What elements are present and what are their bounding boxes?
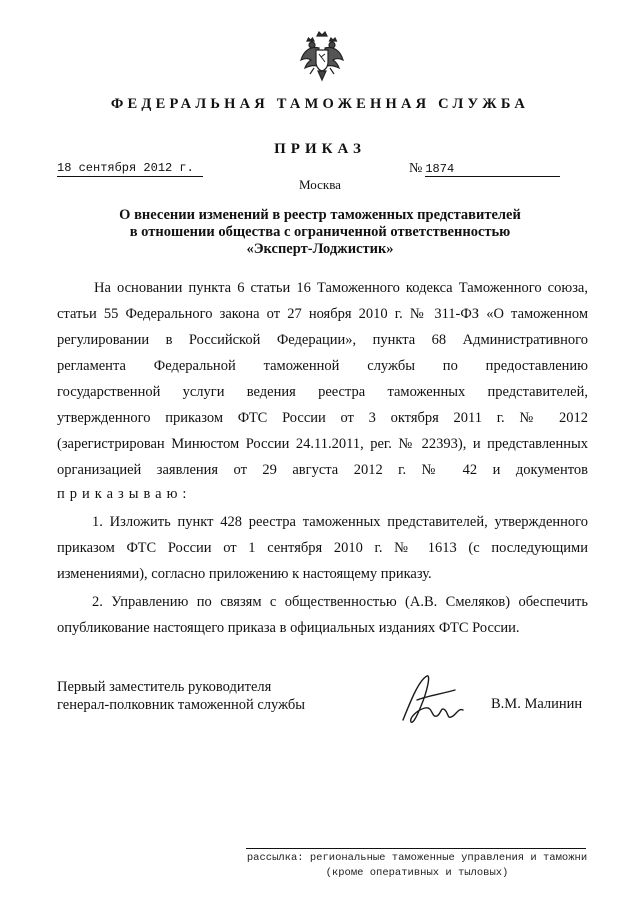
preamble-line: утвержденного приказом ФТС России от 3 октября 2011 г. № 2012 bbox=[57, 410, 588, 426]
signer-title-line: Первый заместитель руководителя bbox=[57, 679, 272, 695]
item-1-line: приказом ФТС России от 1 сентября 2010 г. № 1613 (с последующими bbox=[57, 540, 588, 556]
preamble-line: На основании пункта 6 статьи 16 Таможенного кодекса Таможенного союза, bbox=[94, 280, 588, 296]
signer-title-line: генерал-полковник таможенной службы bbox=[57, 697, 306, 713]
item-1-line: 1. Изложить пункт 428 реестра таможенных представителей, утвержденного bbox=[92, 514, 588, 530]
item-2-line: опубликование настоящего приказа в официальных изданиях ФТС России. bbox=[57, 620, 520, 636]
subject-line: О внесении изменений в реестр таможенных представителей bbox=[119, 207, 521, 223]
signer-name: В.М. Малинин bbox=[491, 696, 583, 712]
double-headed-eagle-emblem-icon bbox=[299, 30, 345, 82]
distribution-divider bbox=[246, 848, 586, 849]
order-subject bbox=[60, 207, 580, 258]
distribution-line: рассылка: региональные таможенные управления и таможни bbox=[246, 852, 588, 864]
order-number-label: № bbox=[409, 161, 423, 176]
distribution-line: (кроме оперативных и тыловых) bbox=[325, 867, 509, 879]
distribution-list bbox=[246, 851, 588, 881]
preamble-line: государственной услуги ведения реестра таможенных представителей, bbox=[57, 384, 588, 400]
subject-line: «Эксперт-Лоджистик» bbox=[246, 241, 394, 257]
order-number: 1874 bbox=[425, 162, 560, 177]
preamble-line: регламента Федеральной таможенной службы по предоставлению bbox=[57, 358, 588, 374]
handwritten-signature-icon bbox=[397, 670, 467, 732]
city: Москва bbox=[299, 177, 341, 192]
item-2-line: 2. Управлению по связям с общественностью (А.В. Смеляков) обеспечить bbox=[92, 594, 588, 610]
preamble-line: регулировании в Российской Федерации», пункта 68 Административного bbox=[57, 332, 588, 348]
preamble-line: статьи 55 Федерального закона от 27 ноября 2010 г. № 311-ФЗ «О таможенном bbox=[57, 306, 588, 322]
subject-line: в отношении общества с ограниченной ответственностью bbox=[129, 224, 511, 240]
preamble-line: организацией заявления от 29 августа 2012 г. № 42 и документов bbox=[57, 462, 588, 478]
order-number-field bbox=[409, 161, 560, 177]
agency-name: ФЕДЕРАЛЬНАЯ ТАМОЖЕННАЯ СЛУЖБА bbox=[110, 96, 530, 112]
item-1-line: изменениями), согласно приложению к настоящему приказу. bbox=[57, 566, 432, 582]
signer-title bbox=[57, 678, 305, 714]
order-word: приказываю: bbox=[57, 486, 192, 502]
document-type-title: ПРИКАЗ bbox=[274, 141, 366, 157]
order-date: 18 сентября 2012 г. bbox=[57, 161, 203, 177]
preamble-line: (зарегистрирован Минюстом России 24.11.2011, рег. № 22393), и представленных bbox=[57, 436, 588, 452]
